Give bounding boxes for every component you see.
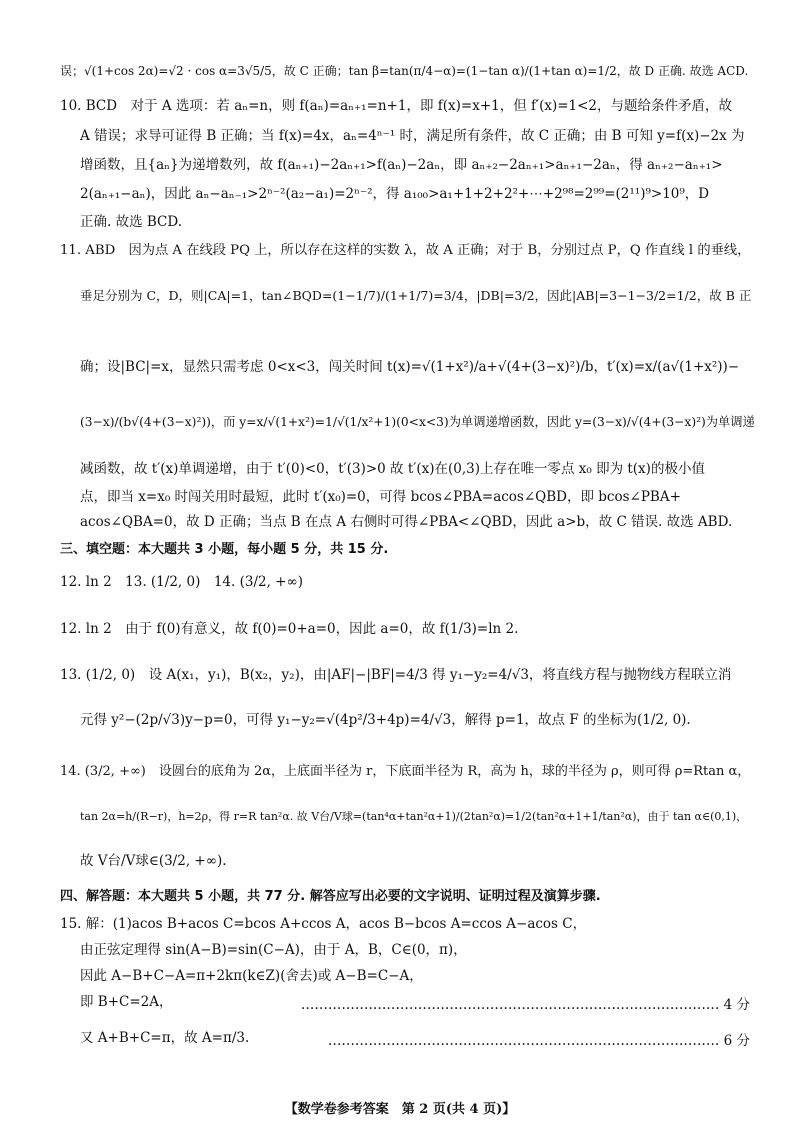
section-heading: 三、填空题：本大题共 3 小题，每小题 5 分，共 15 分. <box>60 542 389 557</box>
text-line: (3−x)/(b√(4+(3−x)²))，而 y=x/√(1+x²)=1/√(1/x²+1)(0<x<3)为单调递增函数，因此 y=(3−x)/√(4+(3−x)²)为单调递 <box>80 415 755 429</box>
text-line: 即 B+C=2A， <box>80 994 173 1010</box>
text-line: A 错误；求导可证得 B 正确；当 f(x)=4x，aₙ=4ⁿ⁻¹ 时，满足所有条件，故 C 正确；由 B 可知 y=f(x)−2x 为 <box>80 128 745 144</box>
text-line: 故 V台/V球∈(3/2, +∞). <box>80 853 227 869</box>
text-line: 元得 y²−(2p/√3)y−p=0，可得 y₁−y₂=√(4p²/3+4p)=4/√3，解得 p=1，故点 F 的坐标为(1/2, 0). <box>80 712 691 728</box>
text-line: 2(aₙ₊₁−aₙ)，因此 aₙ−aₙ₋₁>2ⁿ⁻²(a₂−a₁)=2ⁿ⁻²，得 a₁₀₀>a₁+1+2+2²+⋯+2⁹⁸=2⁹⁹=(2¹¹)⁹>10⁹，D <box>80 186 710 202</box>
score-marker: ………………………………………………………………………………… 4 分 <box>300 997 750 1013</box>
section-heading: 四、解答题：本大题共 5 小题，共 77 分. 解答应写出必要的文字说明、证明过程及演算步骤. <box>60 889 601 904</box>
text-line: 15. 解：(1)acos B+acos C=bcos A+ccos A，acos B−bcos A=ccos A−acos C， <box>60 916 587 932</box>
text-line: 减函数，故 t′(x)单调递增，由于 t′(0)<0，t′(3)>0 故 t′(x)在(0,3)上存在唯一零点 x₀ 即为 t(x)的极小值 <box>80 461 705 477</box>
text-line: 10. BCD 对于 A 选项：若 aₙ=n，则 f(aₙ)=aₙ₊₁=n+1，即 f(x)=x+1，但 f′(x)=1<2，与题给条件矛盾，故 <box>60 98 733 114</box>
text-line: 12. ln 2 13. (1/2, 0) 14. (3/2, +∞) <box>60 574 304 590</box>
text-line: 12. ln 2 由于 f(0)有意义，故 f(0)=0+a=0，因此 a=0，故 f(1/3)=ln 2. <box>60 621 519 637</box>
text-line: 确；设|BC|=x，显然只需考虑 0<x<3，闯关时间 t(x)=√(1+x²)/a+√(4+(3−x)²)/b，t′(x)=x/(a√(1+x²))− <box>80 359 740 375</box>
text-line: 由正弦定理得 sin(A−B)=sin(C−A)，由于 A，B，C∈(0，π)， <box>80 942 467 958</box>
text-line: 11. ABD 因为点 A 在线段 PQ 上，所以存在这样的实数 λ，故 A 正确；对于 B，分别过点 P，Q 作直线 l 的垂线， <box>60 243 751 258</box>
text-line: 点，即当 x=x₀ 时闯关用时最短，此时 t′(x₀)=0，可得 bcos∠PBA=acos∠QBD，即 bcos∠PBA+ <box>80 489 681 505</box>
text-line: 正确. 故选 BCD. <box>80 214 183 230</box>
text-line: 误；√(1+cos 2α)=√2 · cos α=3√5/5，故 C 正确；tan β=tan(π/4−α)=(1−tan α)/(1+tan α)=1/2，故 D 正确. 故选 ACD. <box>60 64 749 78</box>
text-line: 14. (3/2, +∞) 设圆台的底角为 2α，上底面半径为 r，下底面半径为 R，高为 h，球的半径为 ρ，则可得 ρ=Rtan α， <box>60 764 751 779</box>
score-marker: …………………………………………………………………………… 6 分 <box>327 1033 750 1049</box>
page-footer: 【数学卷参考答案 第 2 页(共 4 页)】 <box>284 1102 516 1117</box>
text-line: 13. (1/2, 0) 设 A(x₁，y₁)，B(x₂，y₂)，由|AF|−|BF|=4/3 得 y₁−y₂=4/√3，将直线方程与抛物线方程联立消 <box>60 667 732 683</box>
text-line: 又 A+B+C=π，故 A=π/3. <box>80 1030 250 1046</box>
text-line: 垂足分别为 C，D，则|CA|=1，tan∠BQD=(1−1/7)/(1+1/7)=3/4，|DB|=3/2，因此|AB|=3−1−3/2=1/2，故 B 正 <box>80 288 752 303</box>
text-line: acos∠QBA=0，故 D 正确；当点 B 在点 A 右侧时可得∠PBA<∠QBD，因此 a>b，故 C 错误. 故选 ABD. <box>80 514 733 530</box>
text-line: 因此 A−B+C−A=π+2kπ(k∈Z)(舍去)或 A−B=C−A， <box>80 968 423 984</box>
text-line: 增函数，且{aₙ}为递增数列，故 f(aₙ₊₁)−2aₙ₊₁>f(aₙ)−2aₙ，即 aₙ₊₂−2aₙ₊₁>aₙ₊₁−2aₙ，得 aₙ₊₂−aₙ₊₁> <box>80 157 723 173</box>
text-line: tan 2α=h/(R−r)，h=2ρ，得 r=R tan²α. 故 V台/V球=(tan⁴α+tan²α+1)/(2tan²α)=1/2(tan²α+1+1/tan²α)，由于 tan α∈(0,1)， <box>80 810 748 823</box>
